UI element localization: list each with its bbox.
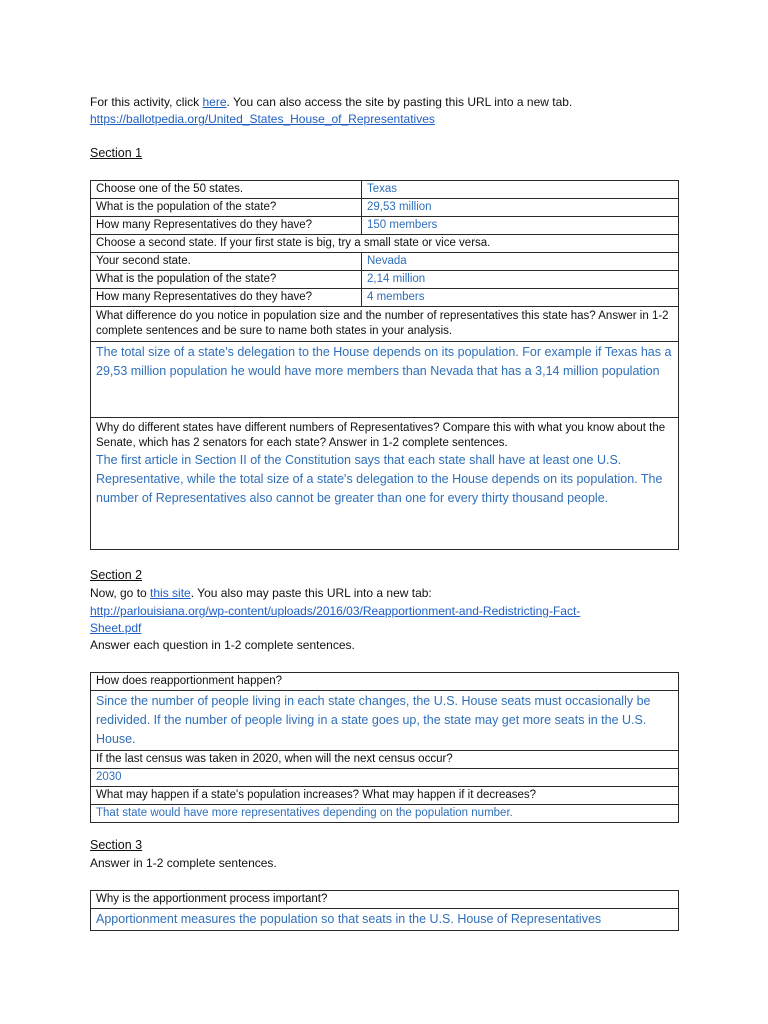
question-cell: If the last census was taken in 2020, when will the next census occur?	[91, 751, 679, 769]
table-row	[91, 199, 679, 217]
table-row	[91, 891, 679, 909]
section-2-prefix: Now, go to	[90, 586, 151, 600]
table-row	[91, 307, 679, 342]
question-cell: Why is the apportionment process important?	[91, 891, 679, 909]
answer-cell[interactable]: 150 members	[362, 217, 679, 235]
question-cell: What is the population of the state?	[91, 199, 362, 217]
answer-cell[interactable]: 2,14 million	[362, 271, 679, 289]
question-cell: What is the population of the state?	[91, 271, 362, 289]
intro-prefix: For this activity, click	[90, 95, 203, 109]
table-row	[91, 289, 679, 307]
question-cell: What difference do you notice in population size and the number of representatives this state has? Answer in 1-2 complete sentences and be sure to name both states in your analysis.	[91, 307, 679, 342]
question-cell: How many Representatives do they have?	[91, 289, 362, 307]
section-3-instruction: Answer in 1-2 complete sentences.	[90, 856, 277, 870]
section-1-table	[90, 180, 679, 550]
table-row	[91, 673, 679, 691]
table-row	[91, 235, 679, 253]
question-cell: Your second state.	[91, 253, 362, 271]
table-row	[91, 909, 679, 931]
section-2-suffix: . You also may paste this URL into a new tab:	[190, 586, 432, 600]
table-row	[91, 181, 679, 199]
table-row	[91, 418, 679, 550]
question-cell: How many Representatives do they have?	[91, 217, 362, 235]
table-row	[91, 271, 679, 289]
section-2-url-line-2	[90, 620, 141, 637]
answer-cell[interactable]: 29,53 million	[362, 199, 679, 217]
answer-cell[interactable]: Texas	[362, 181, 679, 199]
question-cell: What may happen if a state's population increases? What may happen if it decreases?	[91, 787, 679, 805]
section-2-instruction: Answer each question in 1-2 complete sentences.	[90, 638, 355, 652]
answer-cell[interactable]: Apportionment measures the population so that seats in the U.S. House of Representatives	[91, 909, 679, 931]
answer-cell[interactable]: That state would have more representatives depending on the population number.	[91, 805, 679, 823]
parlouisiana-url-link[interactable]: http://parlouisiana.org/wp-content/uploads/2016/03/Reapportionment-and-Redistricting-Fact-	[90, 604, 581, 618]
table-row	[91, 217, 679, 235]
section-2-heading: Section 2	[90, 568, 143, 582]
ballotpedia-url-link[interactable]: https://ballotpedia.org/United_States_House_of_Representatives	[90, 112, 435, 126]
intro-line	[90, 94, 572, 111]
table-row	[91, 691, 679, 751]
section-1-heading: Section 1	[90, 146, 143, 160]
intro-suffix: . You can also access the site by pasting this URL into a new tab.	[226, 95, 573, 109]
instruction-cell: Choose a second state. If your first state is big, try a small state or vice versa.	[91, 235, 679, 253]
question-text: Why do different states have different numbers of Representatives? Compare this with what you know about the Senate, which has 2 senators for each state? Answer in 1-2 complete sentences.	[96, 422, 666, 449]
answer-cell[interactable]: Since the number of people living in each state changes, the U.S. House seats must occasionally be redivided. If the number of people living in a state goes up, the state may get more seats in the U.S. House.	[91, 691, 679, 751]
qa-cell	[91, 418, 679, 550]
this-site-link[interactable]: this site	[150, 586, 191, 600]
question-cell: Choose one of the 50 states.	[91, 181, 362, 199]
answer-cell[interactable]: Nevada	[362, 253, 679, 271]
table-row	[91, 253, 679, 271]
table-row	[91, 787, 679, 805]
question-cell: How does reapportionment happen?	[91, 673, 679, 691]
here-link[interactable]: here	[202, 95, 227, 109]
answer-text[interactable]: The first article in Section II of the Constitution says that each state shall have at least one U.S. Representative, while the total size of a state's delegation to the House depends on its population. The number of Representatives also cannot be greater than one for every thirty thousand people.	[96, 453, 663, 505]
table-row	[91, 751, 679, 769]
answer-cell[interactable]: 2030	[91, 769, 679, 787]
section-3-heading: Section 3	[90, 838, 143, 852]
section-2-table	[90, 672, 679, 823]
table-row	[91, 342, 679, 418]
intro-url-line	[90, 111, 435, 128]
parlouisiana-url-link-cont[interactable]: Sheet.pdf	[90, 621, 142, 635]
table-row	[91, 805, 679, 823]
answer-cell[interactable]: 4 members	[362, 289, 679, 307]
answer-cell[interactable]: The total size of a state's delegation to the House depends on its population. For example if Texas has a 29,53 million population he would have more members than Nevada that has a 3,14 million population	[91, 342, 679, 418]
section-2-url-line-1	[90, 603, 580, 620]
table-row	[91, 769, 679, 787]
section-3-table	[90, 890, 679, 931]
section-2-line	[90, 585, 432, 602]
